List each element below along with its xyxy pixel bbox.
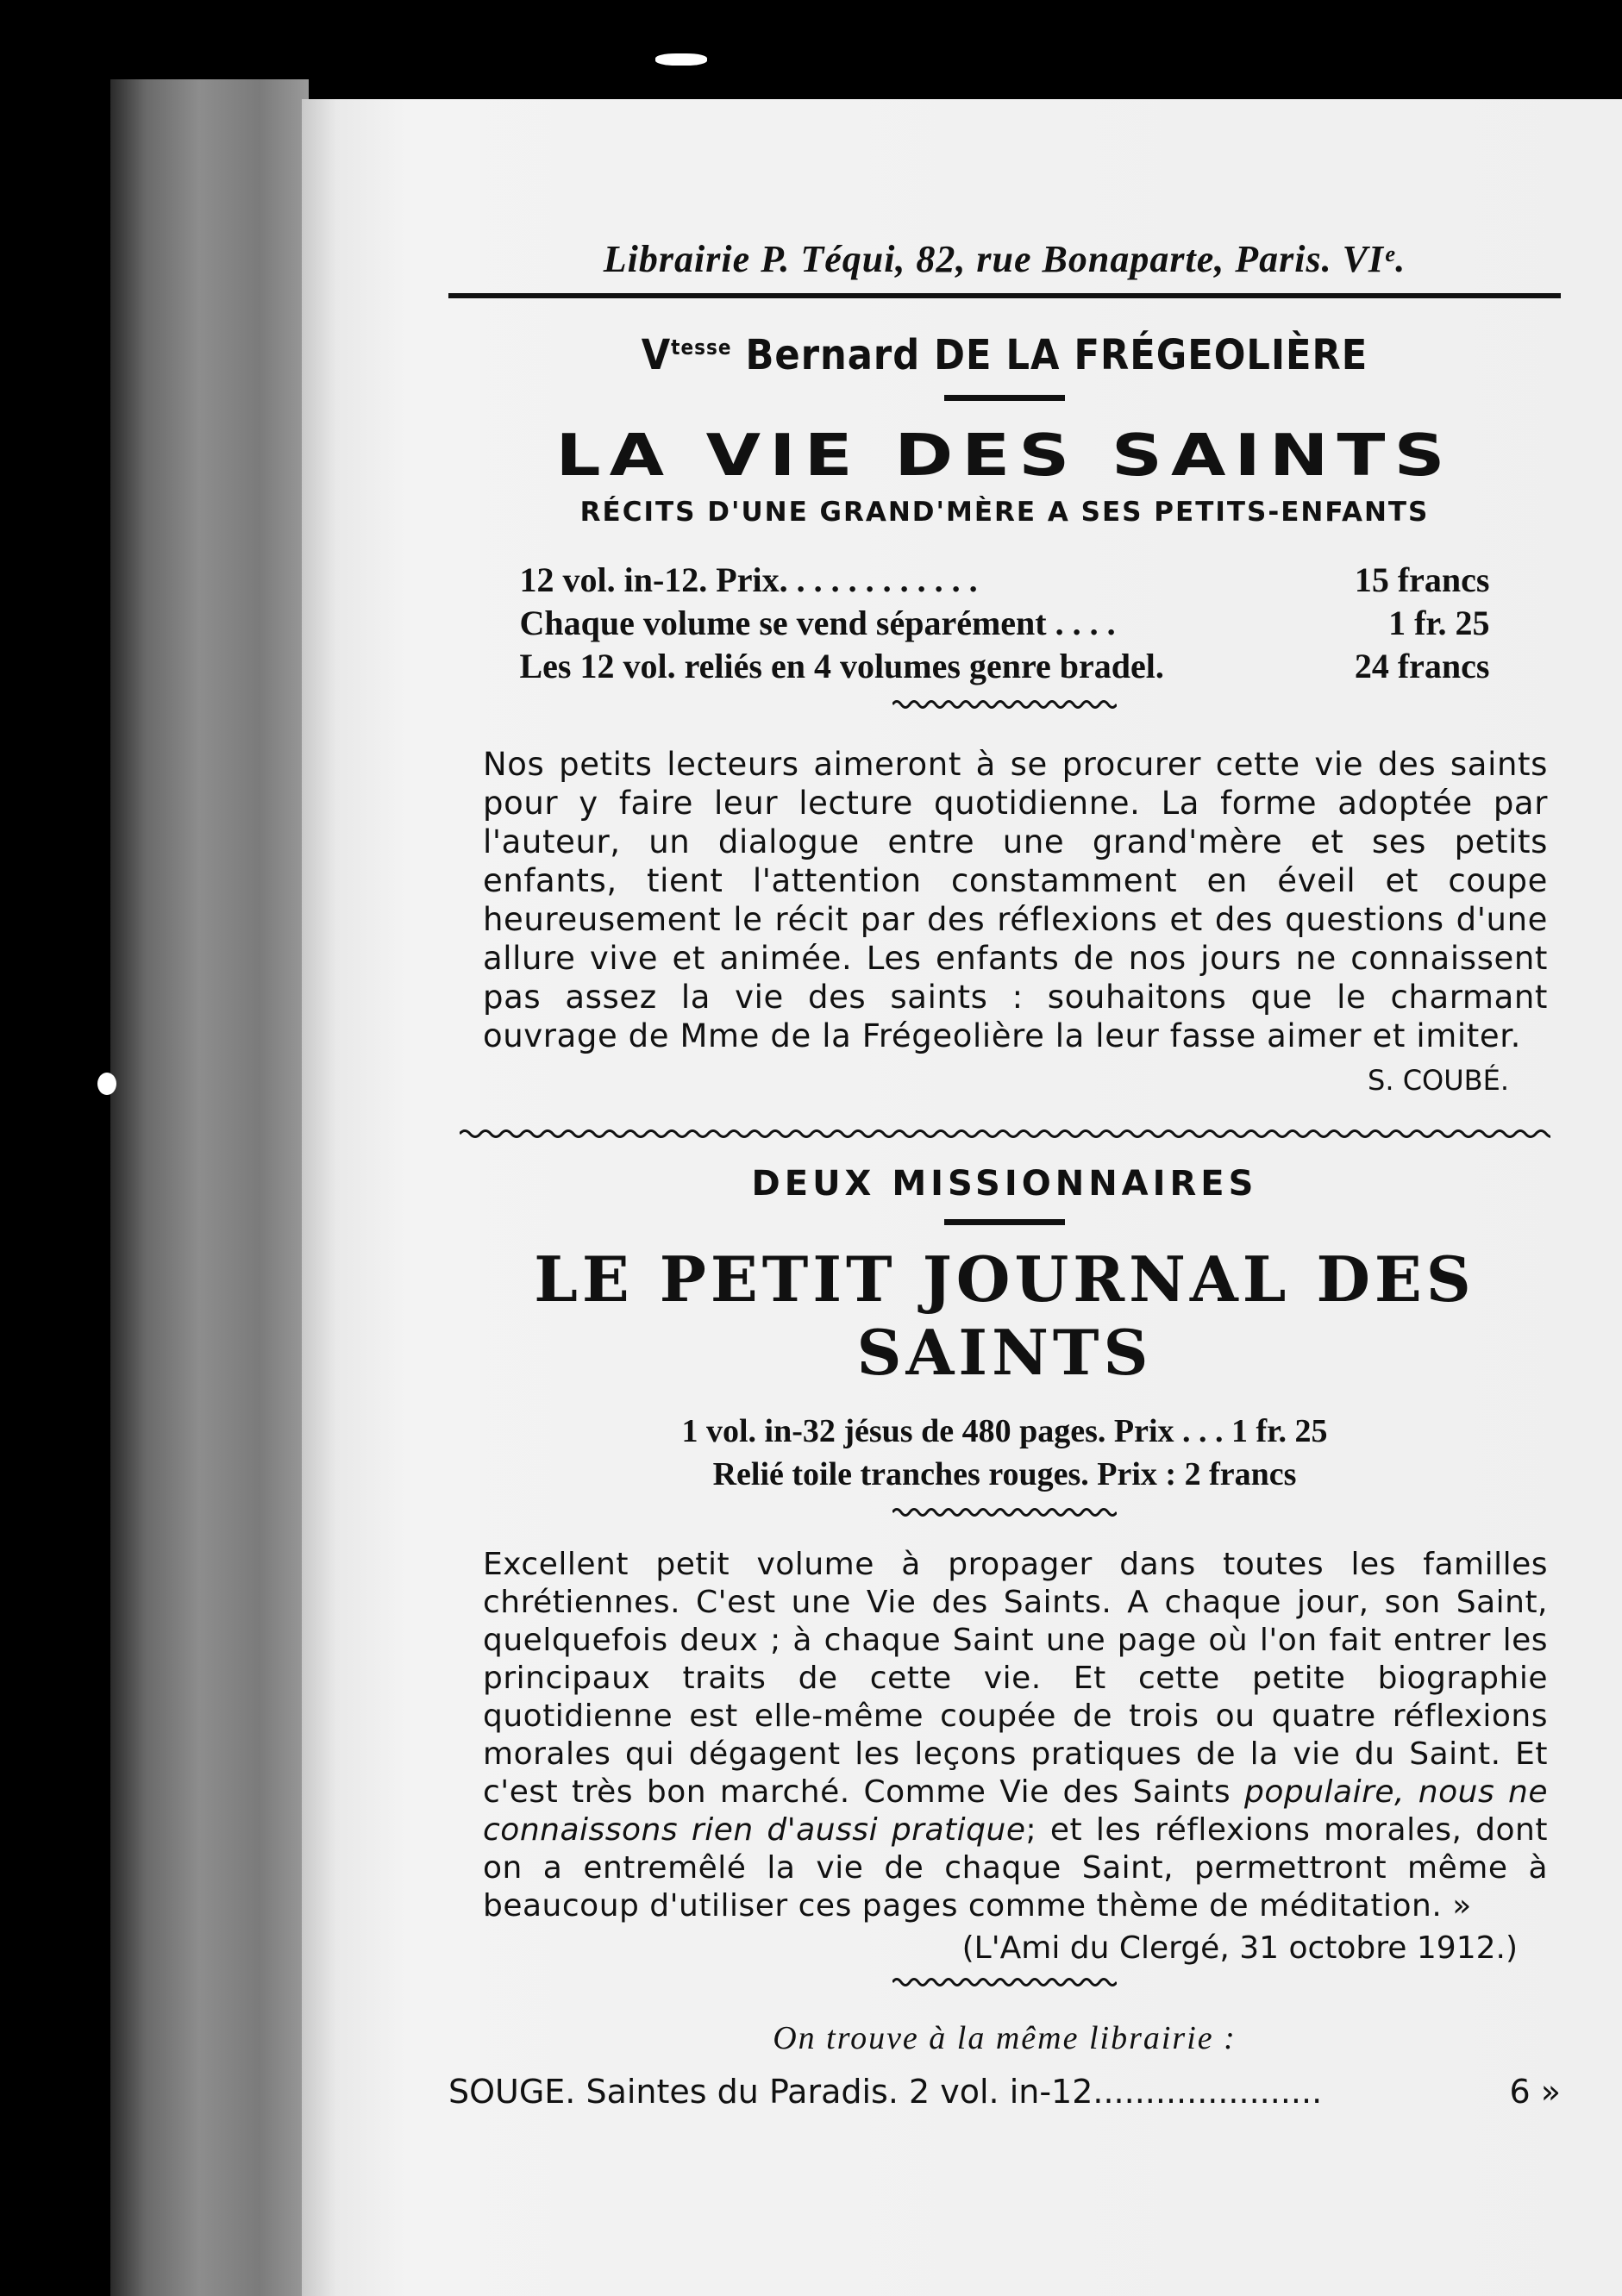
book1-subtitle: RÉCITS D'UNE GRAND'MÈRE A SES PETITS-ENFANTS [579, 497, 1430, 528]
price-row [520, 602, 1490, 645]
price-value: 24 francs [1354, 647, 1490, 685]
publisher-header: Librairie P. Téqui, 82, rue Bonaparte, Paris. VIᵉ. [603, 238, 1406, 280]
review-citation: (L'Ami du Clergé, 31 octobre 1912.) [961, 1930, 1518, 1966]
price-label: 12 vol. in-12. Prix. . . . . . . . . . . . [519, 560, 978, 599]
book1-title: LA VIE DES SAINTS [555, 422, 1454, 490]
book2-title: LE PETIT JOURNAL DES SAINTS [534, 1242, 1475, 1389]
wavy-divider [892, 1506, 1117, 1518]
author-name: Bernard DE LA FRÉGEOLIÈRE [745, 331, 1368, 379]
book1-price-list [520, 559, 1490, 688]
author-rule [944, 395, 1065, 401]
section-divider [460, 1126, 1550, 1142]
book2-author: DEUX MISSIONNAIRES [751, 1164, 1258, 1204]
scan-speck [655, 53, 707, 66]
author-title-suffix: tesse [671, 335, 732, 360]
item-label: SOUGE. Saintes du Paradis. 2 vol. in-12...................... [448, 2073, 1323, 2111]
price-label: Les 12 vol. reliés en 4 volumes genre bradel. [519, 647, 1164, 685]
book-spine [110, 79, 309, 2296]
book1-review: Nos petits lecteurs aimeront à se procurer cette vie des saints pour y faire leur lecture quotidienne. La forme adoptée par l'auteur, un dialogue entre une grand'mère et ses petits enfants, tient l'attention constamment en éveil et coupe heureusement le récit par des réflexions et des questions d'une allure vive et animée. Les enfants de nos jours ne connaissent pas assez la vie des saints : souhaitons que le charmant ouvrage de Mme de la Frégeolière la leur fasse aimer et imiter. [483, 746, 1548, 1054]
price-value: 15 francs [1354, 560, 1490, 599]
review-text: Excellent petit volume à propager dans toutes les familles chrétiennes. C'est une Vie des Saints. A chaque jour, son Saint, quelquefois deux ; à chaque Saint une page où l'on fait entrer les principaux traits de cette vie. Et cette petite biographie quotidienne est elle-même coupée de trois ou quatre réflexions morales qui dégagent les leçons pratiques de la vie du Saint. Et c'est très bon marché. Comme Vie des Saints [483, 1547, 1548, 1810]
book1-author [448, 331, 1561, 379]
wavy-divider [892, 1976, 1117, 1988]
price-label: Chaque volume se vend séparément . . . . [519, 604, 1116, 642]
also-available-intro: On trouve à la même librairie : [773, 2020, 1237, 2056]
catalog-page [302, 99, 1622, 2296]
author-rule [944, 1219, 1065, 1225]
item-price: 6 » [1509, 2073, 1561, 2111]
review-italic-text: populaire, nous ne connaissons rien d'aussi pratique [483, 1774, 1548, 1848]
price-line: Relié toile tranches rouges. Prix : 2 francs [712, 1456, 1297, 1492]
price-value: 1 fr. 25 [1388, 604, 1490, 642]
book2-review [483, 1546, 1548, 1925]
scan-speck [97, 1073, 116, 1095]
author-title-prefix: V [641, 331, 672, 379]
wavy-divider [892, 698, 1117, 710]
header-rule [448, 293, 1561, 298]
price-line: 1 vol. in-32 jésus de 480 pages. Prix . . . 1 fr. 25 [681, 1413, 1328, 1449]
also-available-item [448, 2073, 1561, 2111]
page-content [448, 237, 1561, 2111]
price-row [520, 559, 1490, 602]
price-row [520, 645, 1490, 688]
book2-price-list [448, 1410, 1561, 1496]
review-signature: S. COUBÉ. [1368, 1064, 1509, 1097]
review-text: ; et les réflexions morales, dont on a entremêlé la vie de chaque Saint, permettront même à beaucoup d'utiliser ces pages comme thème de méditation. » [483, 1812, 1548, 1924]
